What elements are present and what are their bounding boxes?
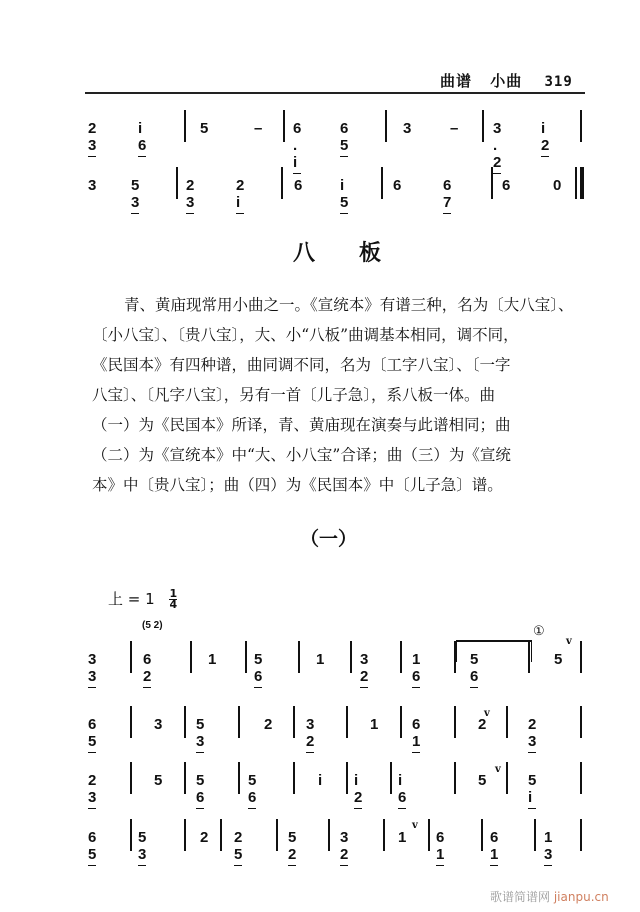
barline	[400, 706, 402, 738]
time-denominator: 4	[169, 598, 178, 611]
note-group: 6 5	[88, 716, 96, 753]
barline	[293, 762, 295, 794]
note-group: 1 6	[412, 651, 420, 688]
time-numerator: 1	[169, 587, 178, 600]
note-group: 5 6	[196, 772, 204, 809]
barline	[491, 167, 493, 199]
note-group: 6 1	[490, 829, 498, 866]
note-group: 2 5	[234, 829, 242, 866]
barline	[298, 641, 300, 673]
note-group: i 2	[354, 772, 362, 809]
note-group: 2 i	[236, 177, 244, 214]
note: 3	[154, 716, 163, 733]
barline	[190, 641, 192, 673]
note-group: 2 3	[88, 772, 96, 809]
note-group: 2 3	[186, 177, 194, 214]
header-section: 曲谱	[440, 72, 473, 90]
note: 2	[264, 716, 273, 733]
header-rule	[85, 92, 585, 94]
note-group: 5 3	[131, 177, 139, 214]
barline	[580, 641, 582, 673]
barline	[130, 762, 132, 794]
note-group: 6 2	[143, 651, 151, 688]
barline	[350, 641, 352, 673]
note: i	[318, 772, 323, 789]
note: 3	[403, 120, 412, 137]
note-group: 2 3	[88, 120, 96, 157]
barline	[184, 762, 186, 794]
paragraph-line: 〔小八宝〕、〔贵八宝〕，大、小“八板”曲调基本相同，调不同，	[92, 326, 519, 344]
note: 2	[200, 829, 209, 846]
note: 5	[200, 120, 209, 137]
barline	[346, 706, 348, 738]
note: 5	[554, 651, 563, 668]
paragraph-line: 本》中〔贵八宝〕；曲（四）为《民国本》中〔儿子急〕谱。	[92, 476, 503, 494]
note: 6	[393, 177, 402, 194]
note-group: 6 1	[436, 829, 444, 866]
barline	[238, 706, 240, 738]
note-group: i 5	[340, 177, 348, 214]
paragraph-line: （一）为《民国本》所译，青、黄庙现在演奏与此谱相同；曲	[92, 416, 511, 434]
barline	[328, 819, 330, 851]
barline	[390, 762, 392, 794]
note: 2	[478, 716, 487, 733]
ornament-mark: (5 2)	[142, 620, 163, 631]
barline	[385, 110, 387, 142]
barline	[220, 819, 222, 851]
piece-title: 八板	[293, 241, 426, 266]
note-group: 1 3	[544, 829, 552, 866]
barline	[238, 762, 240, 794]
note: 5	[478, 772, 487, 789]
barline	[506, 706, 508, 738]
barline	[130, 819, 132, 851]
note-group: i 2	[541, 120, 549, 157]
barline	[276, 819, 278, 851]
barline	[130, 641, 132, 673]
time-signature	[169, 589, 177, 610]
paragraph-line: 八宝〕、〔凡字八宝〕，另有一首〔儿子急〕，系八板一体。曲	[92, 386, 496, 404]
note-group: 3 2	[340, 829, 348, 866]
key-signature	[108, 588, 177, 610]
note-group: i 6	[398, 772, 406, 809]
barline	[400, 641, 402, 673]
running-header	[440, 70, 585, 91]
barline	[184, 819, 186, 851]
note-group: 6 . i	[293, 120, 301, 174]
paragraph-line: （二）为《宣统本》中“大、小八宝”合译；曲（三）为《宣统	[92, 446, 511, 464]
note-group: 5 3	[196, 716, 204, 753]
barline	[428, 819, 430, 851]
barline	[580, 706, 582, 738]
note: 3	[88, 177, 97, 194]
note-group: 3 3	[88, 651, 96, 688]
note: 1	[370, 716, 379, 733]
note-group: 6 5	[88, 829, 96, 866]
note-group: 5 i	[528, 772, 536, 809]
volta-bracket	[456, 640, 532, 662]
barline	[245, 641, 247, 673]
barline	[130, 706, 132, 738]
intro-paragraph	[92, 290, 592, 500]
barline	[580, 110, 582, 142]
barline	[383, 819, 385, 851]
note: 6	[294, 177, 303, 194]
note-group: 2 3	[528, 716, 536, 753]
paragraph-line: 《民国本》有四种谱，曲同调不同，名为〔工字八宝〕、〔一字	[92, 356, 511, 374]
note: 5	[154, 772, 163, 789]
note: 1	[208, 651, 217, 668]
note-group: 5 6	[248, 772, 256, 809]
final-barline	[580, 167, 584, 199]
note: 6	[502, 177, 511, 194]
rest: 0	[553, 177, 562, 194]
barline	[454, 762, 456, 794]
breath-mark: v	[495, 764, 501, 775]
barline	[381, 167, 383, 199]
note-group: 6 1	[412, 716, 420, 753]
note-group: i 6	[138, 120, 146, 157]
barline	[580, 819, 582, 851]
barline	[281, 167, 283, 199]
paragraph-line: 青、黄庙现常用小曲之一。《宣统本》有谱三种，名为〔大八宝〕、	[124, 296, 574, 314]
barline	[481, 819, 483, 851]
dash: –	[450, 120, 459, 137]
dash: –	[254, 120, 263, 137]
note-group: 5 6	[254, 651, 262, 688]
note-group: 6 7	[443, 177, 451, 214]
barline	[482, 110, 484, 142]
watermark-latin: jianpu.cn	[553, 890, 609, 904]
volta-number: ①	[533, 624, 545, 639]
note-group: 5 6	[470, 651, 478, 688]
note: 1	[316, 651, 325, 668]
note-group: 3 2	[360, 651, 368, 688]
barline	[184, 706, 186, 738]
header-subsection: 小曲	[490, 72, 523, 90]
barline	[283, 110, 285, 142]
barline	[528, 641, 530, 673]
piece-number: （一）	[300, 528, 358, 550]
breath-mark: v	[484, 708, 490, 719]
note-group: 5 2	[288, 829, 296, 866]
breath-mark: v	[412, 820, 418, 831]
barline	[184, 110, 186, 142]
page-number: 319	[544, 74, 573, 90]
key-label: 上 = 1	[108, 590, 155, 608]
barline	[506, 762, 508, 794]
note-group: 5 3	[138, 829, 146, 866]
note-group: 3 2	[306, 716, 314, 753]
barline	[293, 706, 295, 738]
barline	[534, 819, 536, 851]
note-group: 6 5	[340, 120, 348, 157]
note: 1	[398, 829, 407, 846]
final-barline-thin	[575, 167, 577, 199]
barline	[454, 706, 456, 738]
watermark	[490, 888, 609, 905]
breath-mark: v	[566, 636, 572, 647]
barline	[346, 762, 348, 794]
barline	[580, 762, 582, 794]
note-group: 3 . 2	[493, 120, 501, 174]
watermark-cn: 歌谱简谱网	[490, 890, 551, 904]
barline	[176, 167, 178, 199]
barline	[454, 641, 456, 673]
